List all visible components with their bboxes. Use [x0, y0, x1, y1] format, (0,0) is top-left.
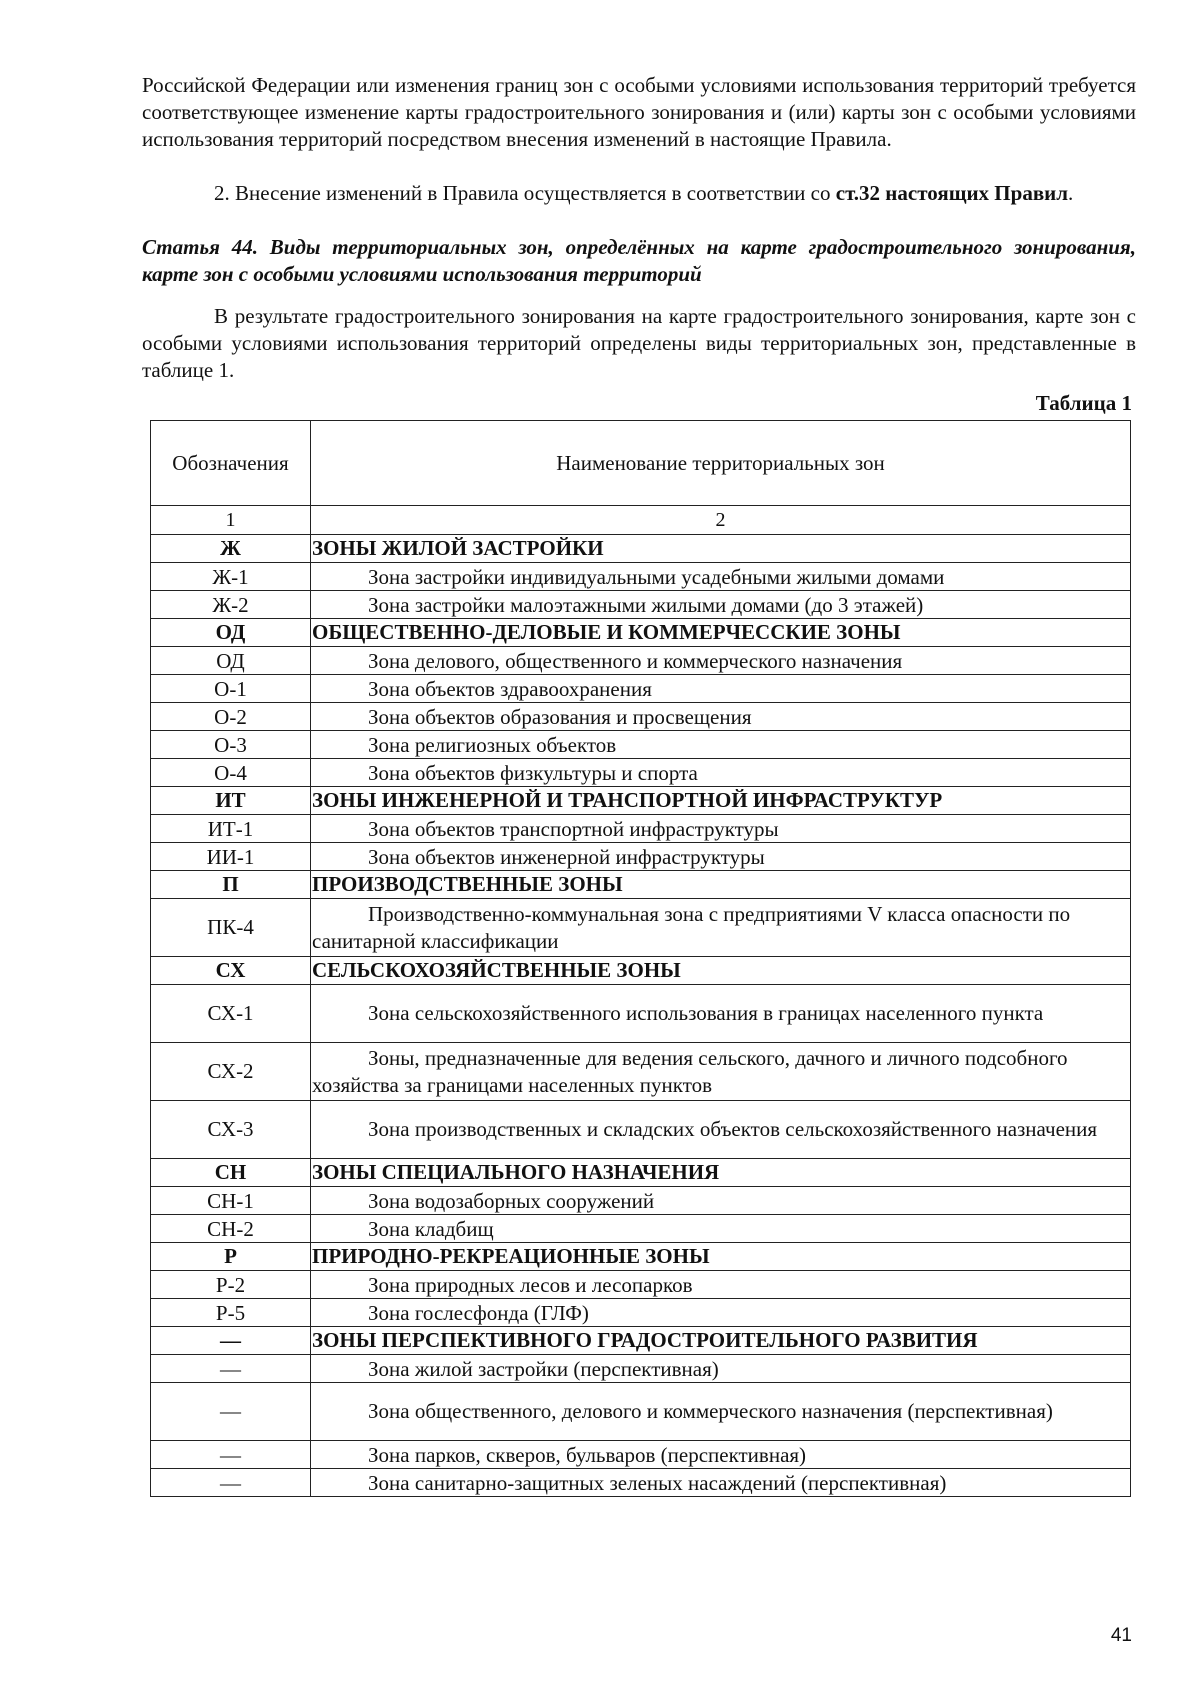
- paragraph-amendments-text: 2. Внесение изменений в Правила осуществляется в соответствии со: [214, 181, 836, 205]
- header-zone-names: Наименование территориальных зон: [311, 421, 1131, 506]
- zone-name: Зона объектов здравоохранения: [311, 675, 1131, 703]
- table-group-row: [151, 1327, 1131, 1355]
- zone-code: Р-2: [151, 1271, 311, 1299]
- zone-name: Зона общественного, делового и коммерческого назначения (перспективная): [311, 1383, 1131, 1441]
- table-header-row: [151, 421, 1131, 506]
- zone-name: Зона религиозных объектов: [311, 731, 1131, 759]
- zone-name: Зона санитарно-защитных зеленых насаждений (перспективная): [311, 1469, 1131, 1497]
- zone-group-name: ЗОНЫ ПЕРСПЕКТИВНОГО ГРАДОСТРОИТЕЛЬНОГО РАЗВИТИЯ: [311, 1327, 1131, 1355]
- table-group-row: [151, 619, 1131, 647]
- table-row: [151, 1043, 1131, 1101]
- zone-code: Р: [151, 1243, 311, 1271]
- table-row: [151, 1441, 1131, 1469]
- zone-code: ИИ-1: [151, 843, 311, 871]
- table-row: [151, 985, 1131, 1043]
- zone-code: ОД: [151, 619, 311, 647]
- zone-group-name: ПРОИЗВОДСТВЕННЫЕ ЗОНЫ: [311, 871, 1131, 899]
- zone-code: —: [151, 1469, 311, 1497]
- zone-code: ОД: [151, 647, 311, 675]
- page-number: 41: [1110, 1625, 1132, 1646]
- zone-code: —: [151, 1327, 311, 1355]
- zone-code: ИТ: [151, 787, 311, 815]
- table-group-row: [151, 535, 1131, 563]
- zone-name: Производственно-коммунальная зона с предприятиями V класса опасности по санитарной классификации: [311, 899, 1131, 957]
- zone-code: О-3: [151, 731, 311, 759]
- table-row: [151, 703, 1131, 731]
- zone-name: Зона застройки индивидуальными усадебными жилыми домами: [311, 563, 1131, 591]
- zone-name: Зона гослесфонда (ГЛФ): [311, 1299, 1131, 1327]
- table-row: [151, 899, 1131, 957]
- zone-code: —: [151, 1355, 311, 1383]
- paragraph-intro: Российской Федерации или изменения границ зон с особыми условиями использования территорий требуется соответствующее изменение карты градостроительного зонирования и (или) карты зон с особыми условиями использования территорий посредством внесения изменений в настоящие Правила.: [142, 73, 1136, 151]
- table-row: [151, 675, 1131, 703]
- table-row: [151, 647, 1131, 675]
- table-row: [151, 1271, 1131, 1299]
- zone-code: —: [151, 1383, 311, 1441]
- zone-name: Зона производственных и складских объектов сельскохозяйственного назначения: [311, 1101, 1131, 1159]
- table-caption: Таблица 1: [1035, 391, 1132, 415]
- table-group-row: [151, 957, 1131, 985]
- zone-name: Зона застройки малоэтажными жилыми домами (до 3 этажей): [311, 591, 1131, 619]
- zone-code: ИТ-1: [151, 815, 311, 843]
- table-group-row: [151, 787, 1131, 815]
- zone-group-name: ОБЩЕСТВЕННО-ДЕЛОВЫЕ И КОММЕРЧЕССКИЕ ЗОНЫ: [311, 619, 1131, 647]
- zone-name: Зона водозаборных сооружений: [311, 1187, 1131, 1215]
- zone-name: Зона кладбищ: [311, 1215, 1131, 1243]
- table-group-row: [151, 1243, 1131, 1271]
- zone-group-name: СЕЛЬСКОХОЗЯЙСТВЕННЫЕ ЗОНЫ: [311, 957, 1131, 985]
- zone-name: Зона объектов образования и просвещения: [311, 703, 1131, 731]
- table-row: [151, 759, 1131, 787]
- zone-name: Зона делового, общественного и коммерческого назначения: [311, 647, 1131, 675]
- zone-code: Ж: [151, 535, 311, 563]
- zone-code: О-4: [151, 759, 311, 787]
- table-row: [151, 1187, 1131, 1215]
- column-number-2: 2: [311, 506, 1131, 535]
- zone-name: Зоны, предназначенные для ведения сельского, дачного и личного подсобного хозяйства за границами населенных пунктов: [311, 1043, 1131, 1101]
- table-row: [151, 843, 1131, 871]
- zone-name: Зона сельскохозяйственного использования в границах населенного пункта: [311, 985, 1131, 1043]
- table-row: [151, 1469, 1131, 1497]
- zone-code: СХ-1: [151, 985, 311, 1043]
- zone-code: Ж-1: [151, 563, 311, 591]
- zone-code: СН: [151, 1159, 311, 1187]
- zone-group-name: ЗОНЫ СПЕЦИАЛЬНОГО НАЗНАЧЕНИЯ: [311, 1159, 1131, 1187]
- zone-code: Р-5: [151, 1299, 311, 1327]
- paragraph-amendments-end: .: [1068, 181, 1074, 205]
- zone-name: Зона парков, скверов, бульваров (перспективная): [311, 1441, 1131, 1469]
- zone-name: Зона природных лесов и лесопарков: [311, 1271, 1131, 1299]
- zone-code: ПК-4: [151, 899, 311, 957]
- zone-group-name: ЗОНЫ ЖИЛОЙ ЗАСТРОЙКИ: [311, 535, 1131, 563]
- table-row: [151, 815, 1131, 843]
- zone-name: Зона объектов физкультуры и спорта: [311, 759, 1131, 787]
- zone-code: СХ-2: [151, 1043, 311, 1101]
- zone-code: СН-2: [151, 1215, 311, 1243]
- zone-code: О-1: [151, 675, 311, 703]
- zone-code: П: [151, 871, 311, 899]
- paragraph-zones-intro: В результате градостроительного зонирования на карте градостроительного зонирования, карте зон с особыми условиями использования территорий определены виды территориальных зон, представленные в таблице 1.: [142, 304, 1136, 382]
- table-row: [151, 1355, 1131, 1383]
- table-row: [151, 731, 1131, 759]
- zones-table: [150, 420, 1131, 1497]
- zone-code: СХ: [151, 957, 311, 985]
- table-row: [151, 563, 1131, 591]
- zone-group-name: ПРИРОДНО-РЕКРЕАЦИОННЫЕ ЗОНЫ: [311, 1243, 1131, 1271]
- article-reference: ст.32 настоящих Правил: [835, 181, 1069, 205]
- table-group-row: [151, 871, 1131, 899]
- table-row: [151, 1101, 1131, 1159]
- zone-code: СН-1: [151, 1187, 311, 1215]
- table-row: [151, 1299, 1131, 1327]
- zone-code: Ж-2: [151, 591, 311, 619]
- column-number-1: 1: [151, 506, 311, 535]
- table-group-row: [151, 1159, 1131, 1187]
- zone-name: Зона жилой застройки (перспективная): [311, 1355, 1131, 1383]
- zone-name: Зона объектов инженерной инфраструктуры: [311, 843, 1131, 871]
- zone-code: —: [151, 1441, 311, 1469]
- table-row: [151, 1215, 1131, 1243]
- zone-code: СХ-3: [151, 1101, 311, 1159]
- header-designations: Обозначения: [151, 421, 311, 506]
- table-row: [151, 591, 1131, 619]
- zone-name: Зона объектов транспортной инфраструктуры: [311, 815, 1131, 843]
- table-row: [151, 1383, 1131, 1441]
- column-number-row: [151, 506, 1131, 535]
- paragraph-amendments: [142, 180, 1136, 207]
- zone-group-name: ЗОНЫ ИНЖЕНЕРНОЙ И ТРАНСПОРТНОЙ ИНФРАСТРУКТУР: [311, 787, 1131, 815]
- zone-code: О-2: [151, 703, 311, 731]
- article-heading: Статья 44. Виды территориальных зон, определённых на карте градостроительного зонирования, карте зон с особыми условиями использования территорий: [142, 235, 1136, 286]
